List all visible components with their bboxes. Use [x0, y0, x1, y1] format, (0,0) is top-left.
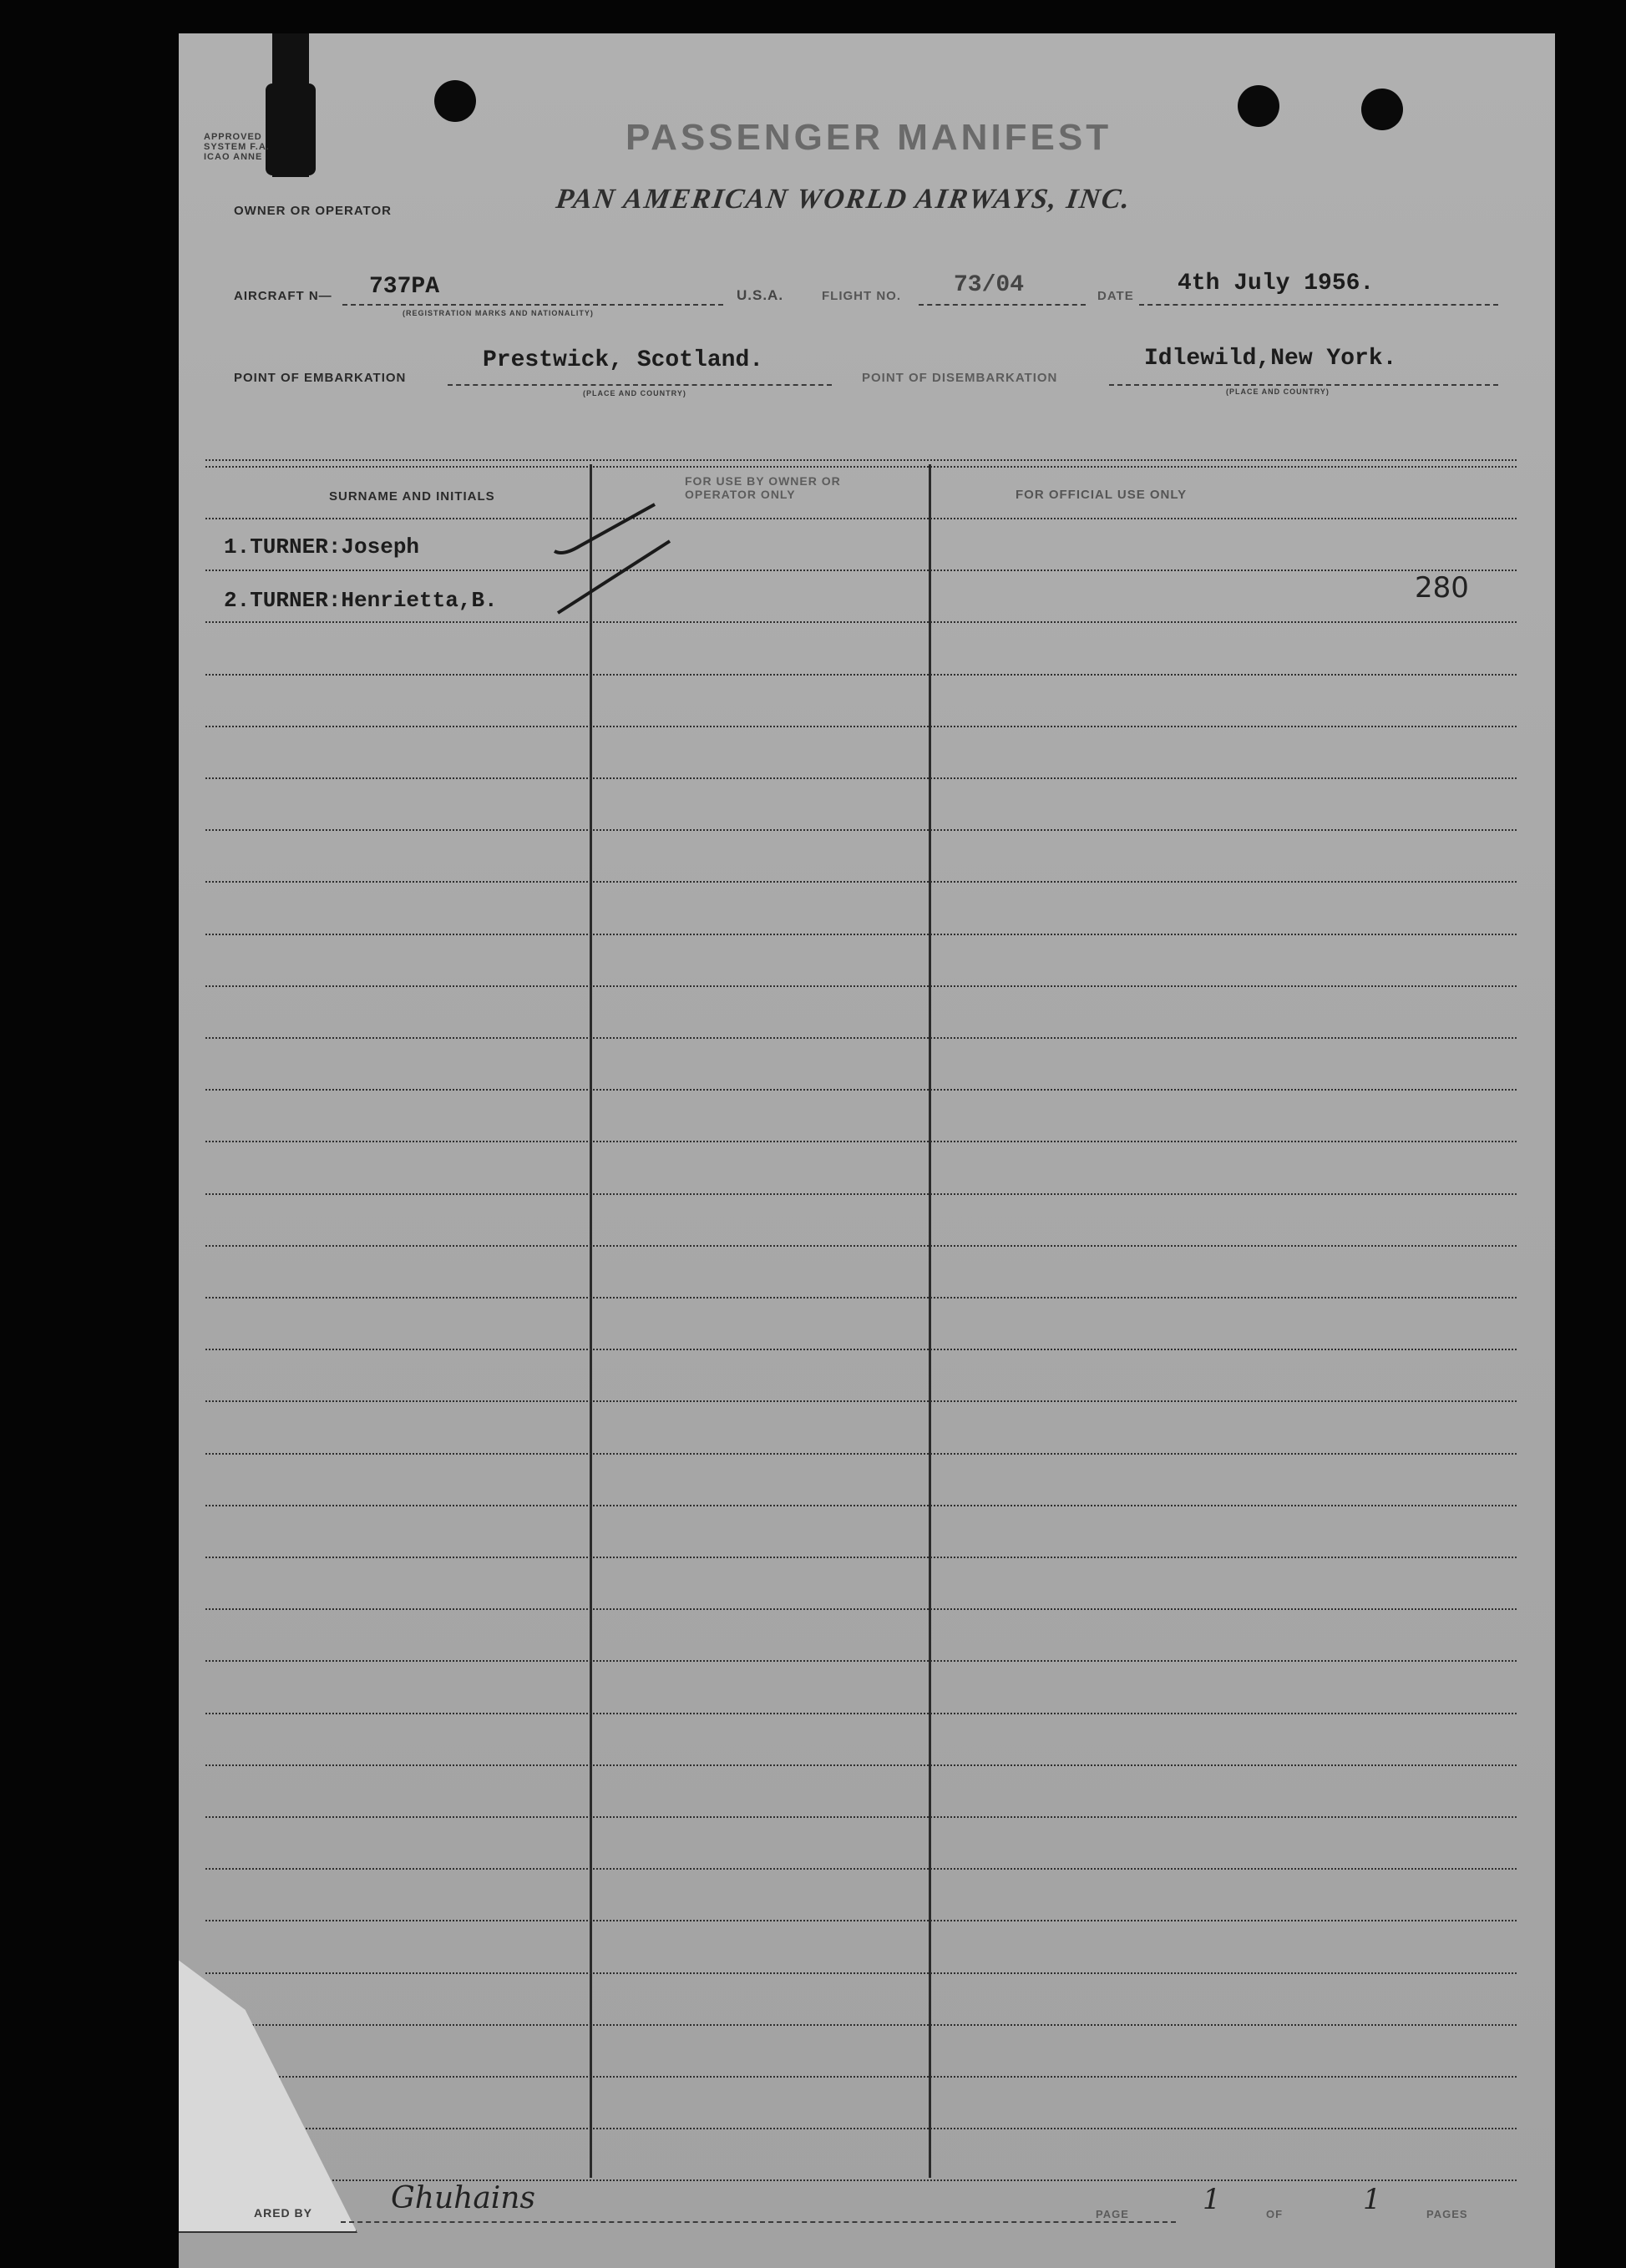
ledger-row-line [205, 777, 1517, 779]
ledger-row-line [205, 1816, 1517, 1818]
aircraft-value: 737PA [369, 274, 440, 300]
ledger-row-line [205, 518, 1517, 519]
date-value: 4th July 1956. [1178, 271, 1375, 296]
ledger-row-line [205, 934, 1517, 935]
ledger-row-line [205, 1141, 1517, 1142]
ledger-row-line [205, 985, 1517, 987]
owner-label: OWNER OR OPERATOR [234, 204, 392, 218]
ledger-row-line [205, 621, 1517, 623]
col-operator-header: FOR USE BY OWNER OR OPERATOR ONLY [685, 474, 841, 501]
date-label: DATE [1097, 289, 1134, 303]
ledger-row-line [205, 881, 1517, 883]
ledger-row-line [205, 1660, 1517, 1662]
page-label: PAGE [1096, 2208, 1129, 2220]
ledger-row-line [205, 829, 1517, 831]
ledger-row-line [205, 1713, 1517, 1714]
col-official-header: FOR OFFICIAL USE ONLY [1016, 488, 1188, 502]
embarkation-sub-label: (PLACE AND COUNTRY) [583, 389, 686, 397]
ledger-row-line [205, 2128, 1517, 2129]
ledger-row-line [205, 1920, 1517, 1921]
ledger-row-line [205, 1193, 1517, 1195]
embarkation-value: Prestwick, Scotland. [483, 347, 764, 373]
ledger-row-line [205, 1608, 1517, 1610]
disembarkation-sub-label: (PLACE AND COUNTRY) [1226, 387, 1330, 396]
signature: Ghuhains [391, 2181, 535, 2215]
approval-line-3: ICAO ANNE [204, 152, 263, 162]
passenger-2-name: 2.TURNER:Henrietta,B. [224, 588, 498, 613]
aircraft-label: AIRCRAFT N— [234, 289, 332, 303]
page-title: PASSENGER MANIFEST [626, 117, 1112, 158]
ledger-row-line [205, 1505, 1517, 1506]
usa-label: U.S.A. [737, 287, 784, 303]
ledger-row-line [205, 1972, 1517, 1974]
passenger-1-name: 1.TURNER:Joseph [224, 534, 420, 559]
of-label: OF [1266, 2208, 1284, 2220]
ledger-row-line [205, 1089, 1517, 1091]
disembarkation-value: Idlewild,New York. [1144, 346, 1397, 372]
ledger-row-line [205, 1557, 1517, 1558]
ledger-row-line [205, 1868, 1517, 1870]
ledger-row-line [205, 2024, 1517, 2026]
ledger-rows [179, 33, 1555, 2268]
page-value: 1 [1203, 2183, 1221, 2216]
ledger-row-line [205, 1764, 1517, 1766]
ledger-row-line [205, 1037, 1517, 1039]
col-surname-header: SURNAME AND INITIALS [329, 489, 495, 504]
ledger-row-line [205, 726, 1517, 727]
ledger-row-line [205, 570, 1517, 571]
ledger-row-line [205, 2076, 1517, 2078]
ledger-row-line [205, 1297, 1517, 1299]
ledger-row-line [205, 1453, 1517, 1455]
ledger-row-line [205, 1349, 1517, 1350]
ledger-row-line [205, 1245, 1517, 1247]
prepared-line [341, 2221, 1176, 2223]
disembarkation-label: POINT OF DISEMBARKATION [862, 371, 1058, 385]
passenger-2-official: 280 [1415, 571, 1469, 605]
of-value: 1 [1363, 2183, 1381, 2216]
check-mark-2 [553, 536, 678, 620]
manifest-sheet [179, 33, 1555, 2268]
company-name: PAN AMERICAN WORLD AIRWAYS, INC. [554, 184, 1133, 215]
aircraft-sub-label: (REGISTRATION MARKS AND NATIONALITY) [403, 309, 594, 317]
embarkation-label: POINT OF EMBARKATION [234, 371, 407, 385]
approval-line-1: APPROVED [204, 132, 262, 142]
pages-label: PAGES [1426, 2208, 1468, 2220]
approval-line-2: SYSTEM F.A. [204, 142, 270, 152]
prepared-label: ARED BY [254, 2206, 313, 2220]
flight-value: 73/04 [954, 272, 1025, 298]
flight-label: FLIGHT NO. [822, 289, 901, 303]
ledger-row-line [205, 674, 1517, 676]
ledger-row-line [205, 1400, 1517, 1402]
